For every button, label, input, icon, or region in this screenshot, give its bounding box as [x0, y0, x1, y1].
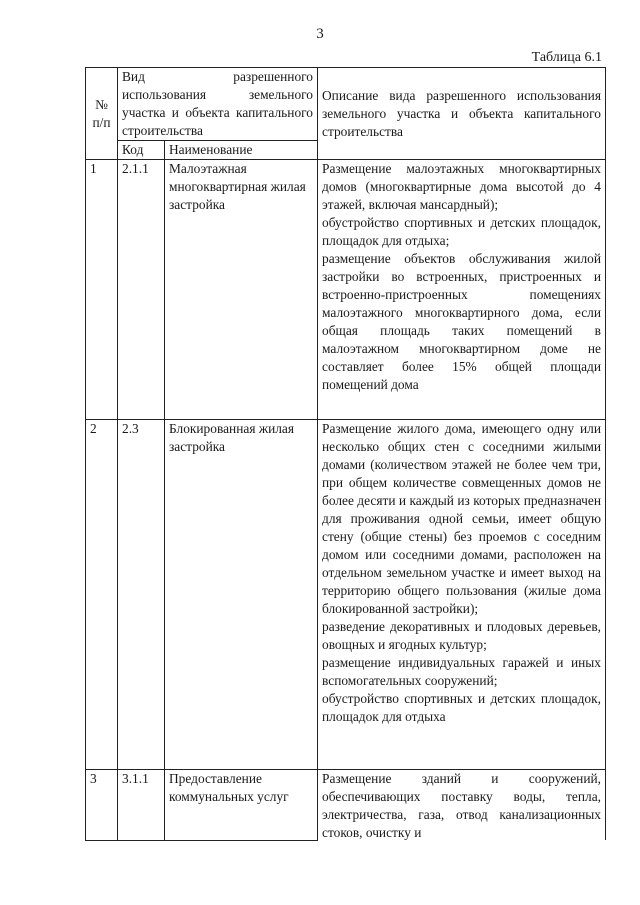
row-name: Предоставление коммунальных услуг	[165, 770, 318, 841]
row-name: Блокированная жилая застройка	[165, 420, 318, 770]
desc-item: разведение декоративных и плодовых деревьев, овощных и ягодных культур;	[322, 619, 601, 652]
land-use-table	[85, 67, 606, 841]
header-code: Код	[118, 141, 165, 160]
table-row	[86, 160, 606, 420]
page-number: 3	[316, 26, 324, 42]
row-code: 3.1.1	[118, 770, 165, 841]
desc-item: размещение объектов обслуживания жилой застройки во встроенных, пристроенных и встроенно-пристроенных помещениях малоэтажного многоквартирного дома, если общая площадь таких помещений в малоэтажном многоквартирном доме не составляет более 15% общей площади помещений дома	[322, 251, 601, 392]
desc-item: обустройство спортивных и детских площадок, площадок для отдыха	[322, 691, 601, 724]
row-num: 3	[86, 770, 118, 841]
table-caption: Таблица 6.1	[531, 50, 602, 65]
row-desc	[318, 420, 606, 770]
table-header-row	[86, 68, 606, 141]
table-row	[86, 770, 606, 841]
row-desc	[318, 770, 606, 841]
row-desc	[318, 160, 606, 420]
header-desc: Описание вида разрешенного использования земельного участка и объекта капитального строительства	[318, 68, 606, 160]
row-name: Малоэтажная многоквартирная жилая застройка	[165, 160, 318, 420]
desc-item: обустройство спортивных и детских площадок, площадок для отдыха;	[322, 215, 601, 248]
header-vid: Вид разрешенного использования земельного участка и объекта капитального строительства	[118, 68, 318, 141]
row-code: 2.1.1	[118, 160, 165, 420]
table-row	[86, 420, 606, 770]
desc-item: Размещение жилого дома, имеющего одну или несколько общих стен с соседними жилыми домами (количеством этажей не более чем три, при общем количестве совмещенных домов не более десяти и каждый из которых предназначен для проживания одной семьи, имеет общую стену (общие стены) без проемов с соседним домом или соседними домами, расположен на отдельном земельном участке и имеет выход на территорию общего пользования (жилые дома блокированной застройки);	[322, 421, 601, 616]
header-num: № п/п	[86, 68, 118, 160]
desc-item: размещение индивидуальных гаражей и иных вспомогательных сооружений;	[322, 655, 601, 688]
desc-item: Размещение малоэтажных многоквартирных домов (многоквартирные дома высотой до 4 этажей, включая мансардный);	[322, 161, 601, 212]
row-num: 2	[86, 420, 118, 770]
desc-item: Размещение зданий и сооружений, обеспечивающих поставку воды, тепла, электричества, газа, отвод канализационных стоков, очистку и	[322, 771, 601, 840]
header-name: Наименование	[165, 141, 318, 160]
row-num: 1	[86, 160, 118, 420]
row-code: 2.3	[118, 420, 165, 770]
